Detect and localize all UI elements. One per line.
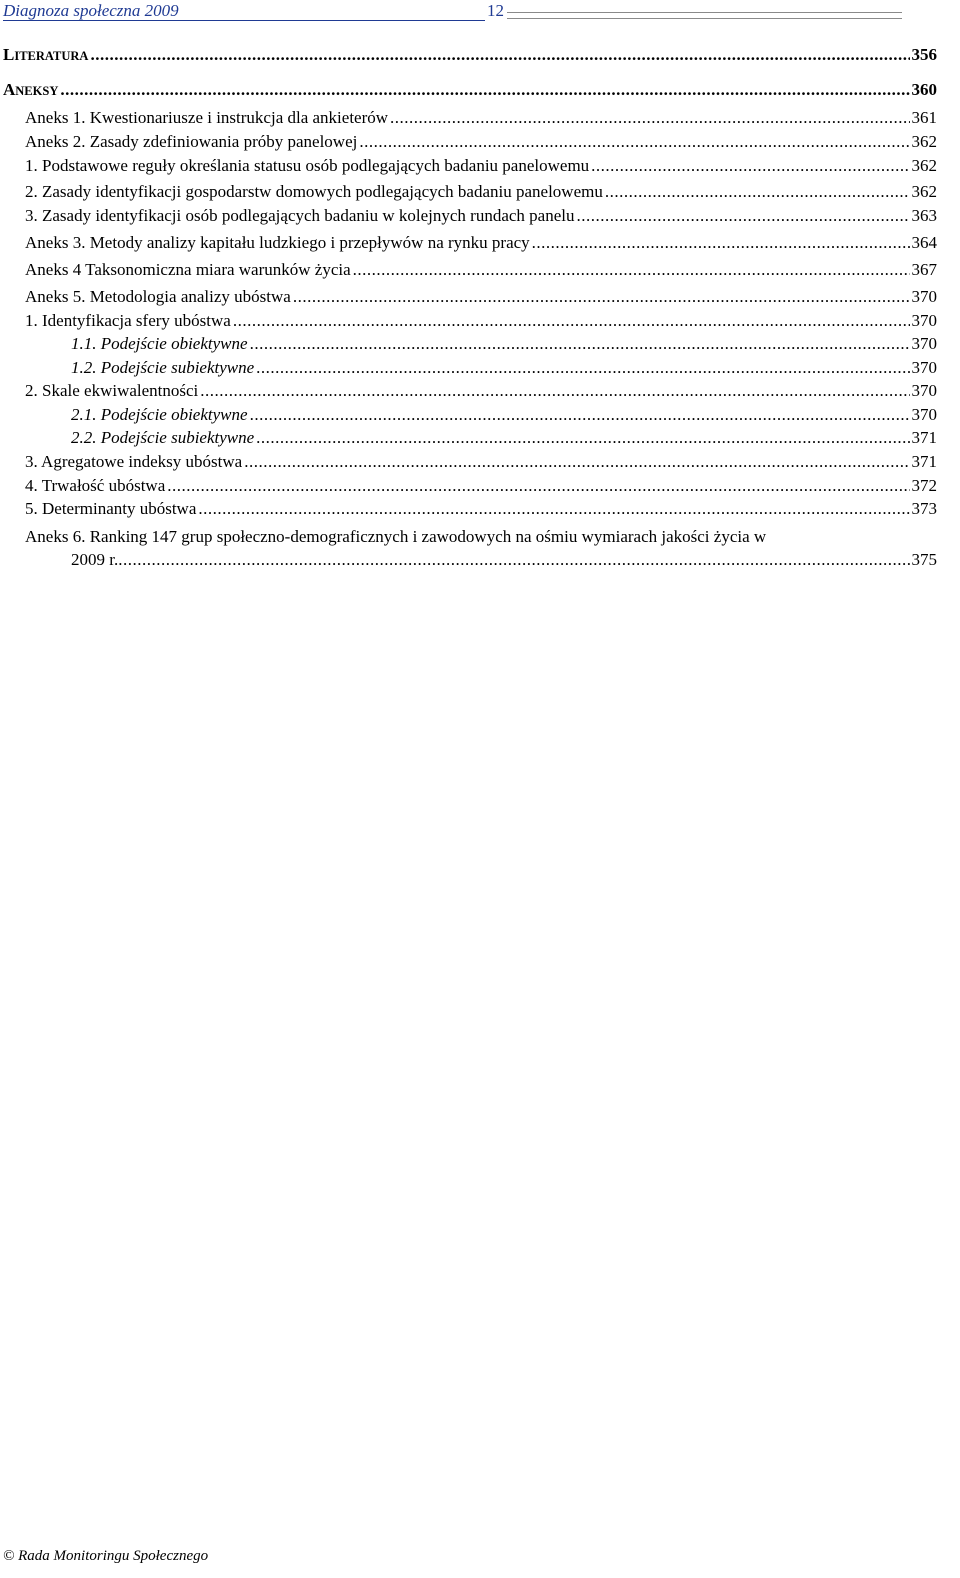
dot-leader — [198, 498, 909, 520]
toc-entry[interactable] — [25, 181, 937, 203]
toc-entry-page: 370 — [911, 311, 937, 330]
toc-entry-label: Aneks 2. Zasady zdefiniowania próby panelowej — [25, 132, 358, 151]
dot-leader — [359, 131, 909, 153]
toc-entry[interactable] — [25, 498, 937, 520]
toc-entry[interactable] — [25, 205, 937, 227]
toc-entry[interactable] — [25, 310, 937, 332]
toc-entry-label: Aneks 5. Metodologia analizy ubóstwa — [25, 287, 291, 306]
dot-leader — [591, 155, 909, 177]
dot-leader — [532, 232, 910, 254]
page-footer: © Rada Monitoringu Społecznego — [3, 1548, 209, 1564]
header-double-rule — [507, 12, 902, 19]
dot-leader — [167, 475, 909, 497]
toc-entry-label: 1. Identyfikacja sfery ubóstwa — [25, 311, 231, 330]
toc-entry-label: Aneks 4 Taksonomiczna miara warunków życia — [25, 260, 351, 279]
toc-entry-page: 375 — [911, 550, 937, 569]
toc-entry-page: 373 — [911, 499, 937, 518]
toc-entry[interactable] — [71, 427, 937, 449]
toc-entry[interactable] — [25, 259, 937, 281]
toc-entry-label: 2. Zasady identyfikacji gospodarstw domowych podlegających badaniu panelowemu — [25, 182, 603, 201]
page-header — [0, 0, 960, 26]
toc-entry-page: 371 — [911, 428, 937, 447]
dot-leader — [605, 181, 910, 203]
toc-entry-page: 361 — [911, 108, 937, 127]
toc-entry-page: 370 — [911, 287, 937, 306]
dot-leader — [293, 286, 910, 308]
toc-entry[interactable] — [25, 380, 937, 402]
dot-leader — [577, 205, 910, 227]
toc-entry-page: 360 — [911, 80, 937, 99]
toc-entry-aneks-6-continuation[interactable] — [71, 549, 937, 571]
toc-entry-label: 2.1. Podejście obiektywne — [71, 405, 248, 424]
toc-entry[interactable] — [25, 155, 937, 177]
toc-entry[interactable] — [25, 286, 937, 308]
dot-leader — [390, 107, 909, 129]
toc-entry[interactable] — [25, 107, 937, 129]
toc-entry-label: A — [3, 80, 16, 99]
toc-entry-label: L — [3, 45, 15, 64]
header-title: Diagnoza społeczna 2009 — [3, 1, 179, 20]
toc-entry-label: NEKSY — [15, 84, 59, 98]
toc-entry[interactable] — [25, 451, 937, 473]
header-page-number: 12 — [487, 1, 504, 20]
toc-entry-label: 2. Skale ekwiwalentności — [25, 381, 199, 400]
toc-entry-label: ITERATURA — [14, 49, 89, 63]
dot-leader — [244, 451, 909, 473]
toc-entry-page: 364 — [911, 233, 937, 252]
toc-entry[interactable] — [25, 131, 937, 153]
toc-entry-page: 356 — [911, 45, 937, 64]
toc-entry-label: Aneks 3. Metody analizy kapitału ludzkiego i przepływów na rynku pracy — [25, 233, 530, 252]
toc-entry-aneks-6[interactable] — [25, 525, 953, 548]
toc-entry-label: 3. Agregatowe indeksy ubóstwa — [25, 452, 243, 471]
toc-entry-label: Aneks 1. Kwestionariusze i instrukcja dla ankieterów — [25, 108, 389, 127]
toc-entry-label: 2009 r. — [71, 550, 119, 569]
toc-entry-literatura[interactable] — [3, 44, 937, 66]
toc-entry[interactable] — [71, 333, 937, 355]
toc-entry-page: 370 — [911, 405, 937, 424]
toc-entry-label: 3. Zasady identyfikacji osób podlegających badaniu w kolejnych rundach panelu — [25, 206, 575, 225]
toc-entry-label: 1.1. Podejście obiektywne — [71, 334, 248, 353]
toc-entry[interactable] — [71, 357, 937, 379]
dot-leader — [60, 79, 909, 101]
dot-leader — [233, 310, 910, 332]
toc-entry-page: 370 — [911, 381, 937, 400]
toc-entry-page: 362 — [911, 182, 937, 201]
dot-leader — [256, 427, 909, 449]
toc-entry-label: 5. Determinanty ubóstwa — [25, 499, 197, 518]
toc-entry-label: 2.2. Podejście subiektywne — [71, 428, 255, 447]
dot-leader — [353, 259, 910, 281]
toc-entry-label: 1. Podstawowe reguły określania statusu osób podlegających badaniu panelowemu — [25, 156, 590, 175]
dot-leader — [200, 380, 909, 402]
toc-entry-page: 362 — [911, 132, 937, 151]
toc-entry-page: 370 — [911, 334, 937, 353]
dot-leader — [118, 549, 911, 571]
toc-entry-label: 1.2. Podejście subiektywne — [71, 358, 255, 377]
toc-entry[interactable] — [25, 475, 937, 497]
toc-entry-page: 367 — [911, 260, 937, 279]
header-rule — [3, 20, 485, 21]
toc-entry-page: 362 — [911, 156, 937, 175]
dot-leader — [256, 357, 909, 379]
toc-entry-page: 370 — [911, 358, 937, 377]
toc-entry[interactable] — [25, 232, 937, 254]
toc-entry-page: 371 — [911, 452, 937, 471]
dot-leader — [250, 404, 910, 426]
toc-entry-page: 372 — [911, 476, 937, 495]
toc-entry[interactable] — [71, 404, 937, 426]
toc-entry-label: 4. Trwałość ubóstwa — [25, 476, 166, 495]
dot-leader — [250, 333, 910, 355]
dot-leader — [90, 44, 909, 66]
toc-entry-label: Aneks 6. Ranking 147 grup społeczno-demograficznych i zawodowych na ośmiu wymiarach jakości życia w — [25, 527, 767, 546]
toc-entry-page: 363 — [911, 206, 937, 225]
toc-entry-aneksy[interactable] — [3, 79, 937, 101]
